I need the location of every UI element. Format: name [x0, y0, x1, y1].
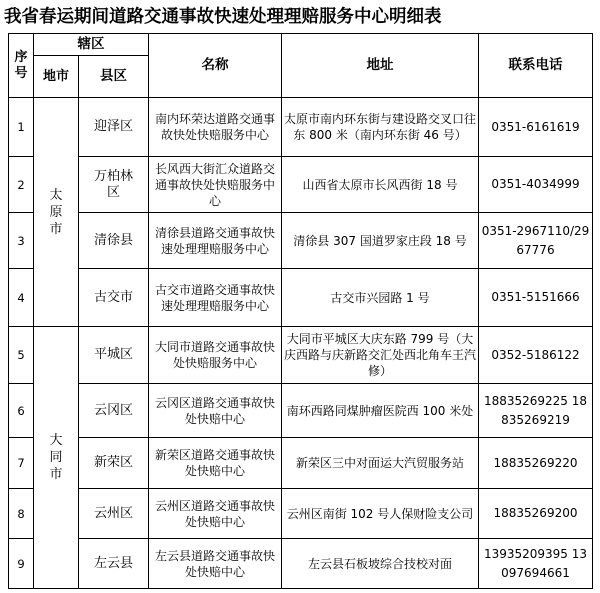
header-address: 地址: [282, 34, 479, 98]
table-row: [9, 213, 593, 269]
center-phone: 18835269220: [479, 438, 593, 489]
center-phone: 13935209395 13097694661: [479, 539, 593, 589]
city-cell: 大同市: [34, 327, 79, 589]
county-cell: 左云县: [79, 539, 149, 589]
center-phone: 0351-4034999: [479, 157, 593, 213]
center-name: 新荣区道路交通事故快处快赔中心: [149, 438, 282, 489]
center-address: 清徐县 307 国道罗家庄段 18 号: [282, 213, 479, 269]
header-phone: 联系电话: [479, 34, 593, 98]
center-name: 云冈区道路交通事故快处快赔中心: [149, 384, 282, 438]
county-cell: 迎泽区: [79, 98, 149, 157]
row-number: 5: [9, 327, 34, 384]
county-cell: 万柏林区: [79, 157, 149, 213]
header-seq: 序号: [9, 34, 34, 98]
table-row: [9, 384, 593, 438]
city-cell: 太原市: [34, 98, 79, 327]
row-number: 3: [9, 213, 34, 269]
page-title: 我省春运期间道路交通事故快速处理理赔服务中心明细表: [4, 7, 442, 27]
center-address: 大同市平城区大庆东路 799 号（大庆西路与庆新路交汇处西北角车王汽修）: [282, 327, 479, 384]
row-number: 1: [9, 98, 34, 157]
center-name: 清徐县道路交通事故快速处理理赔服务中心: [149, 213, 282, 269]
header-county: 县区: [79, 56, 149, 98]
table-row: [9, 327, 593, 384]
center-address: 云州区南街 102 号人保财险支公司: [282, 489, 479, 539]
county-cell: 云冈区: [79, 384, 149, 438]
table-row: [9, 489, 593, 539]
table-row: [9, 157, 593, 213]
header-row: [9, 34, 593, 56]
row-number: 6: [9, 384, 34, 438]
header-name: 名称: [149, 34, 282, 98]
center-name: 云州区道路交通事故快处快赔中心: [149, 489, 282, 539]
header-district: 辖区: [34, 34, 149, 56]
service-center-table: [8, 33, 593, 589]
center-address: 左云县石板坡综合技校对面: [282, 539, 479, 589]
row-number: 4: [9, 269, 34, 327]
center-phone: 0351-6161619: [479, 98, 593, 157]
center-address: 太原市南内环东街与建设路交叉口往东 800 米（南内环东街 46 号）: [282, 98, 479, 157]
center-phone: 18835269225 18835269219: [479, 384, 593, 438]
center-address: 南环西路同煤肿瘤医院西 100 米处: [282, 384, 479, 438]
center-name: 左云县道路交通事故快处快赔中心: [149, 539, 282, 589]
county-cell: 新荣区: [79, 438, 149, 489]
county-cell: 平城区: [79, 327, 149, 384]
center-phone: 18835269200: [479, 489, 593, 539]
county-cell: 古交市: [79, 269, 149, 327]
county-cell: 清徐县: [79, 213, 149, 269]
center-address: 新荣区三中对面运大汽贸服务站: [282, 438, 479, 489]
row-number: 9: [9, 539, 34, 589]
center-name: 大同市道路交通事故快处快赔服务中心: [149, 327, 282, 384]
county-cell: 云州区: [79, 489, 149, 539]
center-phone: 0352-5186122: [479, 327, 593, 384]
table-row: [9, 438, 593, 489]
table-row: [9, 539, 593, 589]
header-city: 地市: [34, 56, 79, 98]
row-number: 8: [9, 489, 34, 539]
center-name: 南内环荣达道路交通事故快处快赔服务中心: [149, 98, 282, 157]
center-address: 山西省太原市长风西街 18 号: [282, 157, 479, 213]
table-row: [9, 269, 593, 327]
table-row: [9, 98, 593, 157]
center-name: 长风西大街汇众道路交通事故快处快赔服务中心: [149, 157, 282, 213]
row-number: 2: [9, 157, 34, 213]
center-phone: 0351-5151666: [479, 269, 593, 327]
row-number: 7: [9, 438, 34, 489]
center-phone: 0351-2967110/2967776: [479, 213, 593, 269]
center-address: 古交市兴园路 1 号: [282, 269, 479, 327]
center-name: 古交市道路交通事故快速处理理赔服务中心: [149, 269, 282, 327]
